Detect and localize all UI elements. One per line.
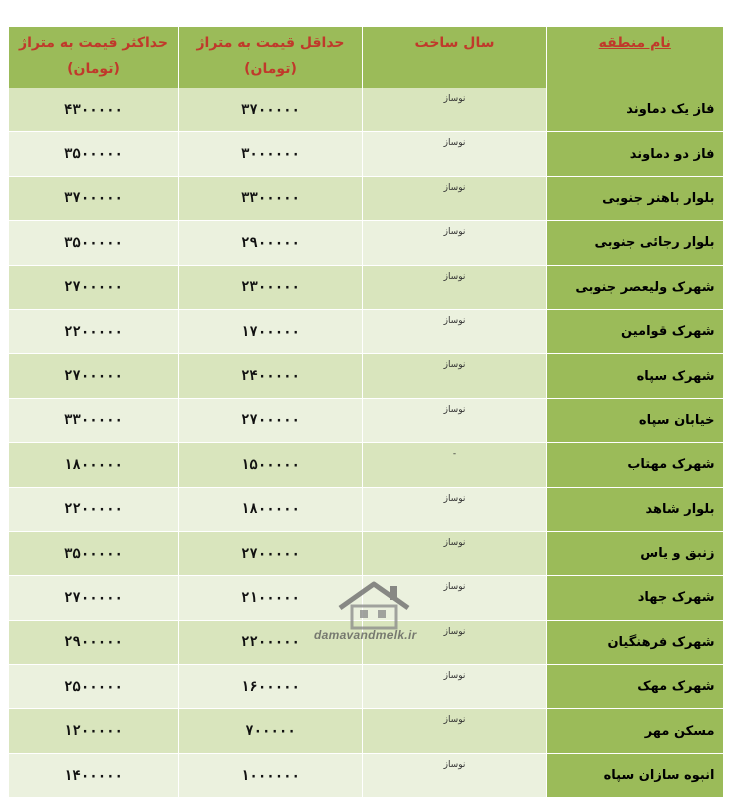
watermark [312, 580, 432, 652]
max-price-cell: ۲۵۰۰۰۰۰ [9, 665, 179, 709]
min-price-cell: ۷۰۰۰۰۰ [179, 709, 363, 753]
region-cell: انبوه سازان سپاه [547, 753, 723, 797]
max-price-cell: ۴۳۰۰۰۰۰ [9, 88, 179, 132]
min-price-cell: ۲۳۰۰۰۰۰ [179, 265, 363, 309]
table-row [9, 132, 723, 176]
max-price-cell: ۳۳۰۰۰۰۰ [9, 398, 179, 442]
year-cell: نوساز [363, 576, 547, 620]
min-price-cell: ۲۹۰۰۰۰۰ [179, 221, 363, 265]
house-icon [334, 580, 414, 630]
region-cell: بلوار باهنر جنوبی [547, 176, 723, 220]
region-cell: بلوار شاهد [547, 487, 723, 531]
table-row [9, 354, 723, 398]
region-cell: شهرک جهاد [547, 576, 723, 620]
header-min-price: حداقل قیمت به متراژ (تومان) [179, 27, 363, 88]
year-cell: نوساز [363, 531, 547, 575]
max-price-cell: ۲۷۰۰۰۰۰ [9, 265, 179, 309]
min-price-cell: ۱۸۰۰۰۰۰ [179, 487, 363, 531]
region-cell: فاز دو دماوند [547, 132, 723, 176]
max-price-cell: ۳۵۰۰۰۰۰ [9, 132, 179, 176]
year-cell: نوساز [363, 753, 547, 797]
table-row [9, 709, 723, 753]
max-price-cell: ۳۵۰۰۰۰۰ [9, 531, 179, 575]
table-row [9, 398, 723, 442]
table-row [9, 88, 723, 132]
year-cell: نوساز [363, 88, 547, 132]
max-price-cell: ۱۲۰۰۰۰۰ [9, 709, 179, 753]
max-price-cell: ۲۹۰۰۰۰۰ [9, 620, 179, 664]
region-cell: شهرک سپاه [547, 354, 723, 398]
min-price-cell: ۲۱۰۰۰۰۰ [179, 576, 363, 620]
region-cell: شهرک فرهنگیان [547, 620, 723, 664]
table-row [9, 309, 723, 353]
region-cell: زنبق و یاس [547, 531, 723, 575]
min-price-cell: ۱۶۰۰۰۰۰ [179, 665, 363, 709]
year-cell: نوساز [363, 221, 547, 265]
region-cell: مسکن مهر [547, 709, 723, 753]
table-header [9, 27, 723, 88]
year-cell: - [363, 443, 547, 487]
region-cell: فاز یک دماوند [547, 88, 723, 132]
max-price-cell: ۲۷۰۰۰۰۰ [9, 354, 179, 398]
table-row [9, 176, 723, 220]
min-price-cell: ۳۰۰۰۰۰۰ [179, 132, 363, 176]
table-row [9, 753, 723, 797]
min-price-cell: ۲۲۰۰۰۰۰ [179, 620, 363, 664]
table-row [9, 443, 723, 487]
min-price-cell: ۱۵۰۰۰۰۰ [179, 443, 363, 487]
min-price-cell: ۳۷۰۰۰۰۰ [179, 88, 363, 132]
max-price-cell: ۱۸۰۰۰۰۰ [9, 443, 179, 487]
region-cell: شهرک ولیعصر جنوبی [547, 265, 723, 309]
watermark-text: damavandmelk.ir [314, 628, 417, 642]
min-price-cell: ۱۰۰۰۰۰۰ [179, 753, 363, 797]
year-cell: نوساز [363, 709, 547, 753]
table-row [9, 265, 723, 309]
year-cell: نوساز [363, 132, 547, 176]
year-cell: نوساز [363, 309, 547, 353]
region-cell: بلوار رجائی جنوبی [547, 221, 723, 265]
min-price-cell: ۲۴۰۰۰۰۰ [179, 354, 363, 398]
min-price-cell: ۳۳۰۰۰۰۰ [179, 176, 363, 220]
header-year: سال ساخت [363, 27, 547, 88]
max-price-cell: ۳۷۰۰۰۰۰ [9, 176, 179, 220]
region-cell: شهرک مهتاب [547, 443, 723, 487]
year-cell: نوساز [363, 398, 547, 442]
max-price-cell: ۲۲۰۰۰۰۰ [9, 487, 179, 531]
table-row [9, 665, 723, 709]
table-row [9, 221, 723, 265]
max-price-cell: ۲۷۰۰۰۰۰ [9, 576, 179, 620]
table-body [9, 88, 723, 798]
min-price-cell: ۱۷۰۰۰۰۰ [179, 309, 363, 353]
header-region: نام منطقه [547, 27, 723, 88]
header-max-price: حداکثر قیمت به متراژ (تومان) [9, 27, 179, 88]
year-cell: نوساز [363, 176, 547, 220]
min-price-cell: ۲۷۰۰۰۰۰ [179, 531, 363, 575]
table-row [9, 487, 723, 531]
region-cell: شهرک قوامین [547, 309, 723, 353]
price-table [8, 27, 723, 798]
year-cell: نوساز [363, 354, 547, 398]
year-cell: نوساز [363, 265, 547, 309]
year-cell: نوساز [363, 487, 547, 531]
max-price-cell: ۱۴۰۰۰۰۰ [9, 753, 179, 797]
min-price-cell: ۲۷۰۰۰۰۰ [179, 398, 363, 442]
region-cell: شهرک مهک [547, 665, 723, 709]
table-row [9, 531, 723, 575]
max-price-cell: ۲۲۰۰۰۰۰ [9, 309, 179, 353]
year-cell: نوساز [363, 620, 547, 664]
year-cell: نوساز [363, 665, 547, 709]
region-cell: خیابان سپاه [547, 398, 723, 442]
max-price-cell: ۳۵۰۰۰۰۰ [9, 221, 179, 265]
